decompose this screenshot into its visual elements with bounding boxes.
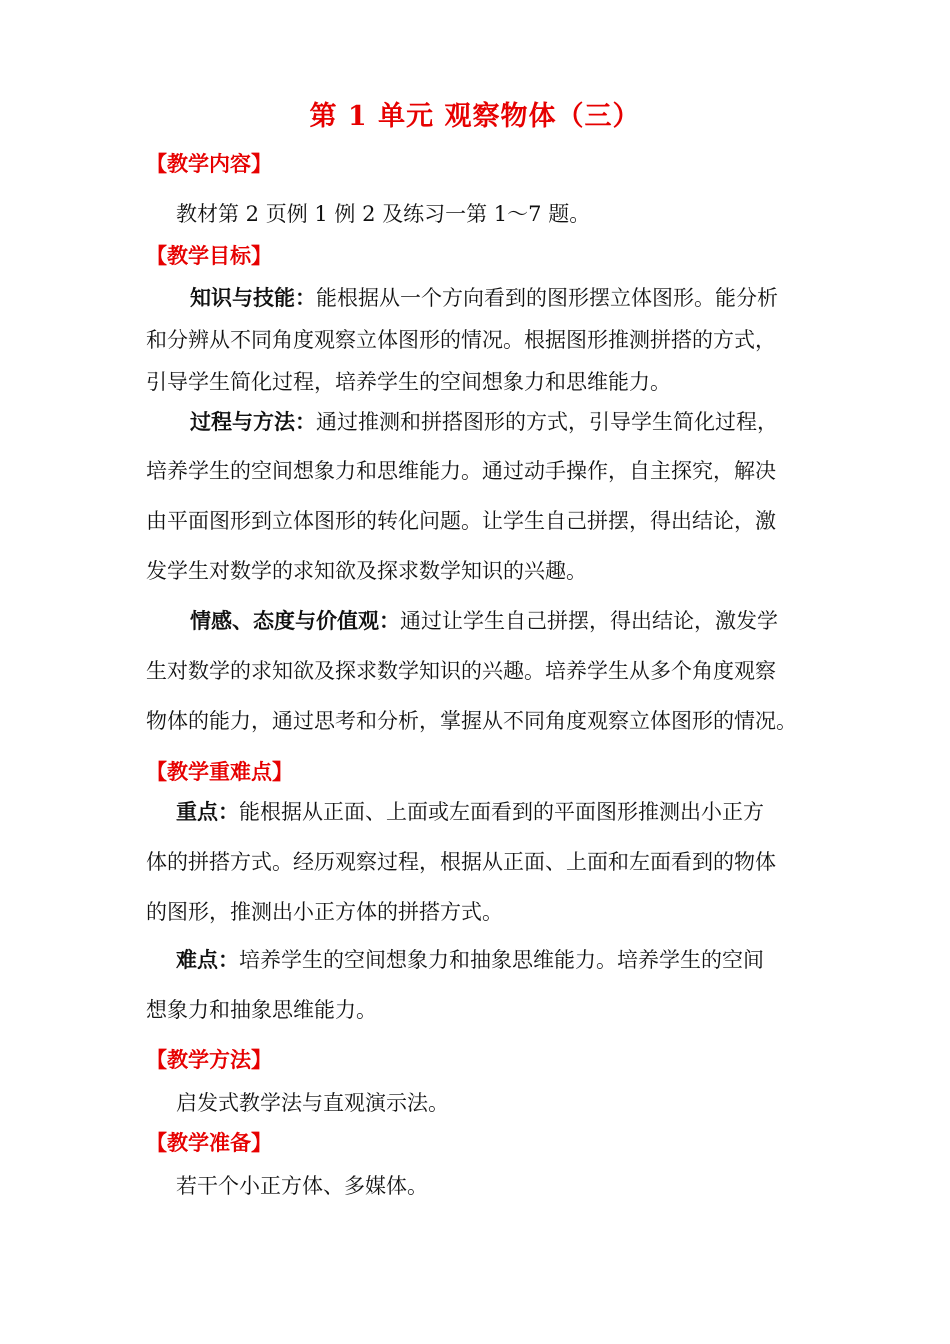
process-text-1: 通过推测和拼搭图形的方式，引导学生简化过程， (316, 410, 778, 434)
emotion-line-2: 生对数学的求知欲及探求数学知识的兴趣。培养学生从多个角度观察 (146, 659, 776, 683)
process-label: 过程与方法： (190, 409, 316, 434)
process-line-1 (190, 406, 870, 436)
key-text-1: 能根据从正面、上面或左面看到的平面图形推测出小正方 (239, 800, 764, 824)
difficult-line-2: 想象力和抽象思维能力。 (146, 998, 377, 1022)
process-line-4: 发学生对数学的求知欲及探求数学知识的兴趣。 (146, 559, 587, 583)
emotion-label: 情感、态度与价值观： (190, 608, 400, 633)
key-line-1 (176, 796, 856, 826)
key-label: 重点： (176, 799, 239, 824)
process-line-3: 由平面图形到立体图形的转化问题。让学生自己拼摆，得出结论，激 (146, 509, 776, 533)
heading-content: 【教学内容】 (146, 151, 272, 176)
heading-keypoints: 【教学重难点】 (146, 759, 293, 784)
knowledge-text-1: 能根据从一个方向看到的图形摆立体图形。能分析 (316, 286, 778, 310)
content-text: 教材第 2 页例 1 例 2 及练习一第 1～7 题。 (176, 202, 591, 226)
page-title: 第 1 单元 观察物体（三） (309, 101, 641, 132)
heading-method: 【教学方法】 (146, 1047, 272, 1072)
knowledge-label: 知识与技能： (190, 285, 316, 310)
knowledge-line-3: 引导学生简化过程，培养学生的空间想象力和思维能力。 (146, 370, 671, 394)
key-line-2: 体的拼搭方式。经历观察过程，根据从正面、上面和左面看到的物体 (146, 850, 776, 874)
method-text: 启发式教学法与直观演示法。 (176, 1091, 449, 1115)
emotion-line-3: 物体的能力，通过思考和分析，掌握从不同角度观察立体图形的情况。 (146, 709, 797, 733)
key-line-3: 的图形，推测出小正方体的拼搭方式。 (146, 900, 503, 924)
heading-goals: 【教学目标】 (146, 243, 272, 268)
difficult-text-1: 培养学生的空间想象力和抽象思维能力。培养学生的空间 (239, 948, 764, 972)
emotion-line-1 (190, 605, 870, 635)
knowledge-line-2: 和分辨从不同角度观察立体图形的情况。根据图形推测拼搭的方式， (146, 328, 776, 352)
knowledge-line-1 (190, 282, 870, 312)
difficult-line-1 (176, 944, 856, 974)
process-line-2: 培养学生的空间想象力和思维能力。通过动手操作，自主探究，解决 (146, 459, 776, 483)
emotion-text-1: 通过让学生自己拼摆，得出结论，激发学 (400, 609, 778, 633)
difficult-label: 难点： (176, 947, 239, 972)
prep-text: 若干个小正方体、多媒体。 (176, 1174, 428, 1198)
heading-prep: 【教学准备】 (146, 1130, 272, 1155)
